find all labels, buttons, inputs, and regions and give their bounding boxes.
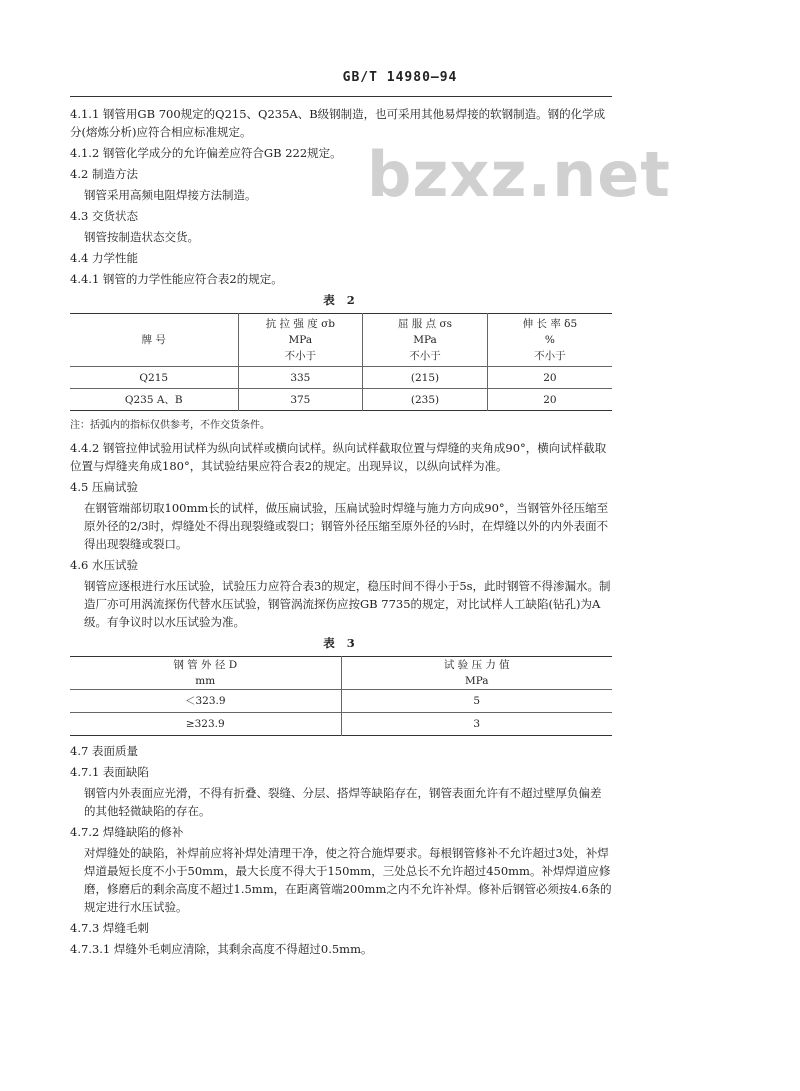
para-4-7-1-text: 钢管内外表面应光滑，不得有折叠、裂缝、分层、搭焊等缺陷存在，钢管表面允许有不超过壁厚负偏差的其他轻微缺陷的存在。 <box>84 786 602 818</box>
table3-header-diameter-unit: mm <box>195 675 216 687</box>
heading-4-7-3: 4.7.3 焊缝毛刺 <box>70 921 149 935</box>
table3-cell-pressure: 5 <box>341 690 612 713</box>
heading-4-3: 4.3 交货状态 <box>70 209 138 223</box>
table2-header-row <box>70 314 612 367</box>
table3-cell-diameter: ≥323.9 <box>185 718 225 730</box>
heading-4-6: 4.6 水压试验 <box>70 558 138 572</box>
table3-header-pressure <box>341 657 612 690</box>
para-4-7-2-text: 对焊缝处的缺陷，补焊前应将补焊处清理干净，使之符合施焊要求。每根钢管修补不允许超过3处，补焊焊道最短长度不小于50mm，最大长度不得大于150mm，三处总长不允许超过450mm。补焊焊道应修磨，修磨后的剩余高度不超过1.5mm，在距离管端200mm之内不允许补焊。修补后钢管必须按4.6条的规定进行水压试验。 <box>84 846 612 914</box>
table3-cell-pressure: 3 <box>341 713 612 736</box>
table2-cell-grade: Q215 <box>139 371 169 384</box>
table2-header-yield-unit: MPa <box>413 334 437 346</box>
table2-header-yield-limit: 不小于 <box>409 350 441 362</box>
table3 <box>70 656 612 736</box>
heading-4-7-2: 4.7.2 焊缝缺陷的修补 <box>70 825 184 839</box>
header-rule <box>70 96 612 97</box>
para-4-5-text: 在钢管端部切取100mm长的试样，做压扁试验，压扁试验时焊缝与施力方向成90°，当钢管外径压缩至原外径的2/3时，焊缝处不得出现裂缝或裂口；钢管外径压缩至原外径的⅓时，在焊缝以外的内外表面不得出现裂缝或裂口。 <box>84 501 609 551</box>
table2-header-tensile <box>238 314 363 367</box>
document-header: GB/T 14980—94 <box>342 70 458 85</box>
table3-cell-diameter: ＜323.9 <box>184 695 226 707</box>
table3-caption: 表 3 <box>323 636 359 650</box>
table2-header-elong-label: 伸 长 率 δ5 <box>522 318 578 330</box>
table2-header-elong-limit: 不小于 <box>534 350 566 362</box>
table-row <box>70 389 612 411</box>
table2-header-tensile-label: 抗 拉 强 度 σb <box>265 318 335 330</box>
table3-header-row <box>70 657 612 690</box>
table3-header-pressure-unit: MPa <box>464 675 489 687</box>
table2-header-elong <box>487 314 612 367</box>
heading-4-5: 4.5 压扁试验 <box>70 480 138 494</box>
table2-cell-yield: (215) <box>363 367 488 389</box>
para-4-1-2: 4.1.2 钢管化学成分的允许偏差应符合GB 222规定。 <box>70 146 342 160</box>
table2-header-tensile-unit: MPa <box>288 334 313 346</box>
heading-4-7-1: 4.7.1 表面缺陷 <box>70 765 149 779</box>
table-row <box>70 367 612 389</box>
para-4-7-3-1: 4.7.3.1 焊缝外毛刺应清除，其剩余高度不得超过0.5mm。 <box>70 942 373 956</box>
para-4-6-text: 钢管应逐根进行水压试验，试验压力应符合表3的规定，稳压时间不得小于5s，此时钢管不得渗漏水。制造厂亦可用涡流探伤代替水压试验，钢管涡流探伤应按GB 7735的规定，对比试样人工缺陷(钻孔)为A级。有争议时以水压试验为准。 <box>84 579 611 629</box>
table2-header-elong-unit: % <box>544 334 555 346</box>
heading-4-7: 4.7 表面质量 <box>70 744 138 758</box>
document-body <box>70 105 612 961</box>
table2 <box>70 313 612 411</box>
table2-cell-tensile: 335 <box>238 367 363 389</box>
table2-cell-elong: 20 <box>487 389 612 411</box>
heading-4-4: 4.4 力学性能 <box>70 251 138 265</box>
heading-4-2: 4.2 制造方法 <box>70 167 138 181</box>
para-4-2-text: 钢管采用高频电阻焊接方法制造。 <box>84 188 257 202</box>
table2-cell-tensile: 375 <box>238 389 363 411</box>
para-4-1-1: 4.1.1 钢管用GB 700规定的Q215、Q235A、B级钢制造，也可采用其他易焊接的软钢制造。钢的化学成分(熔炼分析)应符合相应标准规定。 <box>70 107 606 139</box>
table3-header-diameter <box>70 657 341 690</box>
para-4-3-text: 钢管按制造状态交货。 <box>84 230 199 244</box>
table2-cell-elong: 20 <box>487 367 612 389</box>
table2-header-grade: 牌 号 <box>141 334 166 346</box>
table-row <box>70 713 612 736</box>
table2-caption: 表 2 <box>323 293 359 307</box>
table2-header-yield <box>363 314 488 367</box>
table2-cell-grade: Q235 A、B <box>124 393 183 406</box>
watermark: bzxz.net <box>367 138 671 211</box>
table2-cell-yield: (235) <box>363 389 488 411</box>
table-row <box>70 690 612 713</box>
para-4-4-2: 4.4.2 钢管拉伸试验用试样为纵向试样或横向试样。纵向试样截取位置与焊缝的夹角成90°，横向试样截取位置与焊缝夹角成180°，其试验结果应符合表2的规定。出现异议，以纵向试样为准。 <box>70 441 607 473</box>
table3-header-diameter-label: 钢 管 外 径 D <box>173 659 238 671</box>
table2-note: 注：括弧内的指标仅供参考，不作交货条件。 <box>70 420 270 431</box>
para-4-4-1: 4.4.1 钢管的力学性能应符合表2的规定。 <box>70 272 283 286</box>
table2-header-yield-label: 屈 服 点 σs <box>397 318 453 330</box>
table3-header-pressure-label: 试 验 压 力 值 <box>443 659 510 671</box>
table2-header-tensile-limit: 不小于 <box>284 350 317 362</box>
